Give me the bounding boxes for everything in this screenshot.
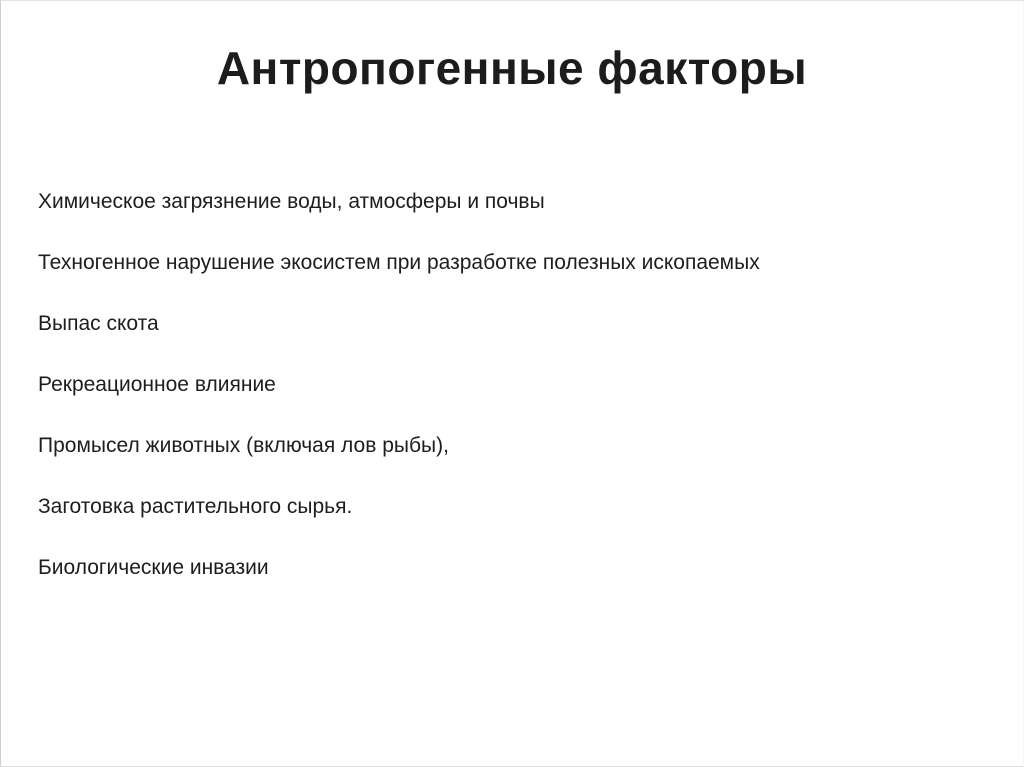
list-item: Заготовка растительного сырья. bbox=[38, 495, 353, 518]
list-item: Выпас скота bbox=[38, 312, 159, 335]
list-item: Техногенное нарушение экосистем при разработке полезных ископаемых bbox=[38, 251, 760, 274]
slide-title: Антропогенные факторы bbox=[216, 42, 808, 94]
slide-body bbox=[38, 171, 993, 598]
list-item: Биологические инвазии bbox=[38, 556, 269, 579]
list-item: Химическое загрязнение воды, атмосферы и почвы bbox=[38, 190, 545, 213]
list-item: Промысел животных (включая лов рыбы), bbox=[38, 434, 449, 457]
list-item: Рекреационное влияние bbox=[38, 373, 276, 396]
